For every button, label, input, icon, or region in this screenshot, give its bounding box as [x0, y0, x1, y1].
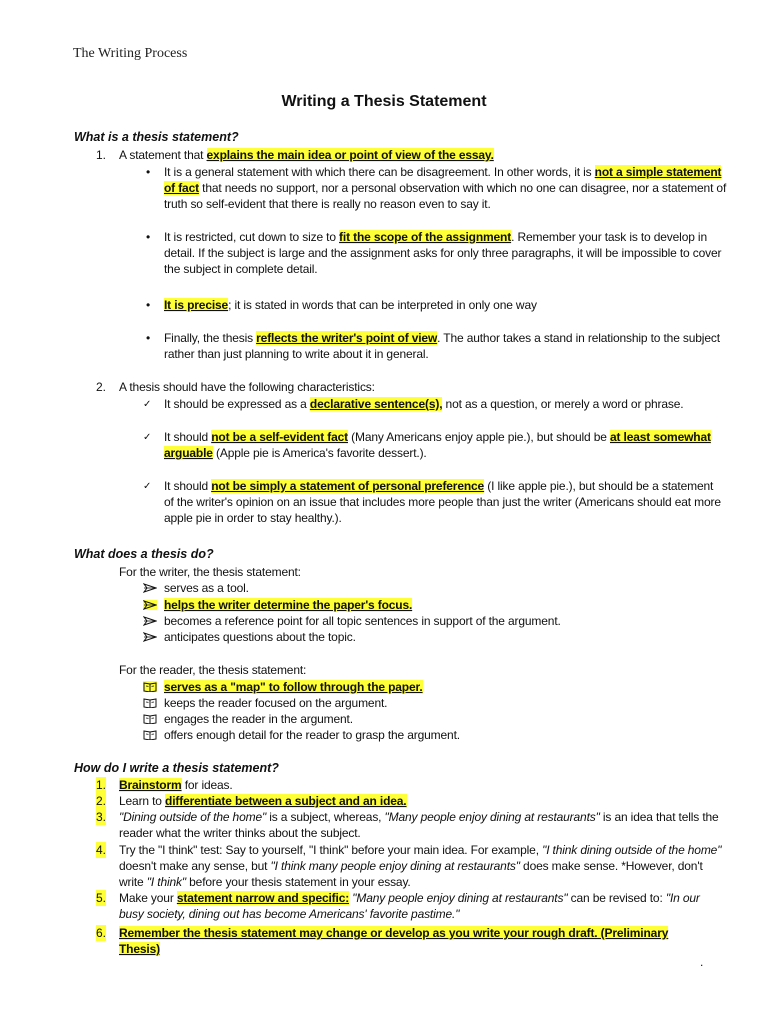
paragraph-line: of the writer's opinion on an issue that includes more people than just the writer (Americans should eat more	[164, 495, 721, 509]
bullet-dot: •	[146, 230, 151, 244]
list-number: 5.	[96, 891, 107, 905]
list-number: 1.	[96, 148, 107, 162]
pen-nib-icon	[143, 583, 157, 593]
paragraph-line: doesn't make any sense, but "I think many people enjoy dining at restaurants" does make sense. *However, don't	[119, 859, 703, 873]
paragraph-line: It is a general statement with which there can be disagreement. In other words, it is not a simple statement	[164, 165, 722, 179]
list-item: serves as a "map" to follow through the paper.	[164, 680, 423, 694]
paragraph-line: busy society, dining out has become Americans' favorite pastime."	[119, 907, 460, 921]
open-book-icon	[143, 729, 157, 740]
list-number: 3.	[96, 810, 107, 824]
paragraph-line: apple pie in order to stay healthy.).	[164, 511, 342, 525]
paragraph-line: reader what the writer thinks about the subject.	[119, 826, 361, 840]
paragraph-line: It is restricted, cut down to size to fit the scope of the assignment. Remember your task is to develop in	[164, 230, 707, 244]
page-title: Writing a Thesis Statement	[281, 93, 487, 110]
pen-nib-icon	[143, 600, 157, 610]
paragraph-line: detail. If the subject is large and the assignment asks for only three paragraphs, it will be impossible to cover	[164, 246, 722, 260]
paragraph-line: For the writer, the thesis statement:	[119, 565, 301, 579]
paragraph-line: rather than just planning to write about it in general.	[164, 347, 429, 361]
list-number: 2.	[96, 794, 107, 808]
paragraph-line: Learn to differentiate between a subject and an idea.	[119, 794, 407, 808]
paragraph-line: It should be expressed as a declarative sentence(s), not as a question, or merely a word or phrase.	[164, 397, 684, 411]
paragraph-line: write "I think" before your thesis statement in your essay.	[119, 875, 411, 889]
bullet-dot: •	[146, 331, 151, 345]
section-heading-what-is: What is a thesis statement?	[74, 130, 239, 144]
paragraph-line: Remember the thesis statement may change or develop as you write your rough draft. (Preliminary	[119, 926, 669, 940]
paragraph-line: Brainstorm for ideas.	[119, 778, 233, 792]
pen-nib-icon	[143, 616, 157, 626]
paragraph-line: "Dining outside of the home" is a subject, whereas, "Many people enjoy dining at restaurants" is an idea that tells the	[119, 810, 719, 824]
paragraph-line: It should not be a self-evident fact (Many Americans enjoy apple pie.), but should be at least somewhat	[164, 430, 711, 444]
list-item: helps the writer determine the paper's focus.	[164, 598, 413, 612]
list-item: offers enough detail for the reader to grasp the argument.	[164, 728, 460, 742]
list-item: keeps the reader focused on the argument.	[164, 696, 388, 710]
section-heading-how-do-i: How do I write a thesis statement?	[74, 761, 279, 775]
paragraph-line: Finally, the thesis reflects the writer's point of view. The author takes a stand in relationship to the subject	[164, 331, 720, 345]
list-item: engages the reader in the argument.	[164, 712, 353, 726]
section-heading-what-does: What does a thesis do?	[74, 547, 214, 561]
open-book-icon	[143, 713, 157, 724]
open-book-icon	[143, 681, 157, 692]
paragraph-line: A thesis should have the following characteristics:	[119, 380, 375, 394]
bullet-dot: •	[146, 298, 151, 312]
check-icon: ✓	[143, 481, 152, 492]
paragraph-line: Thesis)	[119, 942, 160, 956]
paragraph-line: truth so self-evident that there is really no reason even to say it.	[164, 197, 491, 211]
paragraph-line: the subject in complete detail.	[164, 262, 318, 276]
open-book-icon	[143, 697, 157, 708]
paragraph-line: of fact that needs no support, nor a personal observation with which no one can disagree, nor a statement of	[164, 181, 727, 195]
check-icon: ✓	[143, 399, 152, 410]
list-number: 2.	[96, 380, 107, 394]
paragraph-line: arguable (Apple pie is America's favorite dessert.).	[164, 446, 427, 460]
paragraph-line: Try the "I think" test: Say to yourself, "I think" before your main idea. For example, "I think dining outside of the home"	[119, 843, 722, 857]
list-item: anticipates questions about the topic.	[164, 630, 356, 644]
list-number: 6.	[96, 926, 107, 940]
paragraph-line: A statement that explains the main idea or point of view of the essay.	[119, 148, 494, 162]
paragraph-line: It should not be simply a statement of personal preference (I like apple pie.), but should be a statement	[164, 479, 714, 493]
paragraph-line: For the reader, the thesis statement:	[119, 663, 307, 677]
paragraph-line: It is precise; it is stated in words that can be interpreted in only one way	[164, 298, 537, 312]
list-number: 1.	[96, 778, 107, 792]
page-header: The Writing Process	[73, 46, 188, 61]
bullet-dot: •	[146, 165, 151, 179]
paragraph-line: Make your statement narrow and specific: "Many people enjoy dining at restaurants" can be revised to: "In our	[119, 891, 700, 905]
list-number: 4.	[96, 843, 107, 857]
list-item: serves as a tool.	[164, 581, 249, 595]
list-item: becomes a reference point for all topic sentences in support of the argument.	[164, 614, 561, 628]
trailing-dot: .	[700, 955, 704, 969]
check-icon: ✓	[143, 432, 152, 443]
pen-nib-icon	[143, 632, 157, 642]
